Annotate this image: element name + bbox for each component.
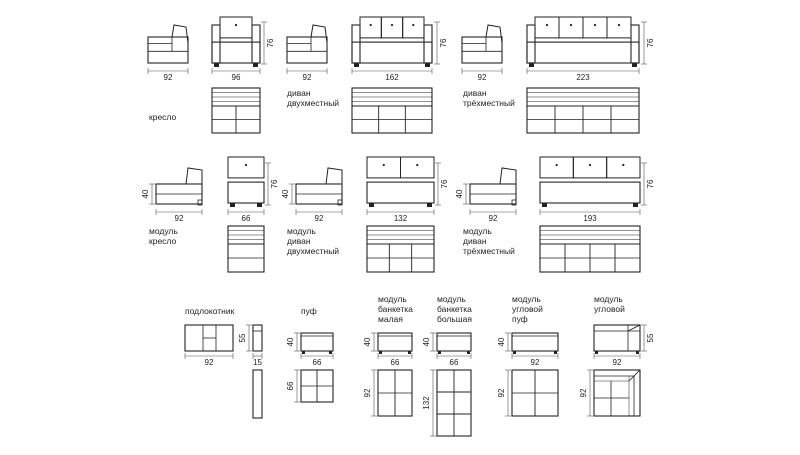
left-arm xyxy=(212,25,220,63)
leg xyxy=(230,203,235,207)
side-view-divan-2 xyxy=(287,25,327,63)
dim-puf-width xyxy=(301,353,333,367)
plan-view-puf xyxy=(301,370,333,402)
side-view-kreslo xyxy=(148,25,188,63)
dimension-value: 92 xyxy=(204,358,214,367)
left-arm xyxy=(527,25,535,63)
side-view-podlokotnik xyxy=(253,325,262,351)
dim-mdivan3-height xyxy=(641,163,655,205)
dim-bm-height xyxy=(363,333,377,351)
dim-u-depth xyxy=(579,370,593,416)
label-modul-divan-3: модуль диван трёхместный xyxy=(463,226,515,256)
dimension-value: 162 xyxy=(385,73,399,82)
plan-view-banketka-malaya xyxy=(378,370,412,416)
label-banketka-malaya: модуль банкетка малая xyxy=(378,294,413,324)
button-tuft xyxy=(622,164,624,166)
front-view-kreslo xyxy=(212,17,260,67)
dimension-value: 92 xyxy=(530,358,540,367)
dimension-value: 55 xyxy=(646,333,655,343)
button-tuft xyxy=(594,24,596,26)
dim-kreslo-depth xyxy=(148,68,188,82)
side-view-modul-kreslo xyxy=(156,168,202,205)
corner-diag xyxy=(628,325,640,331)
leg xyxy=(379,351,382,354)
button-tuft xyxy=(618,24,620,26)
backrest xyxy=(311,25,327,43)
dim-mkreslo-depth xyxy=(156,209,202,223)
dimension-value: 92 xyxy=(612,358,622,367)
outline xyxy=(228,226,264,272)
outline xyxy=(352,88,432,133)
dim-mkreslo-width xyxy=(228,209,264,223)
outline xyxy=(253,325,262,351)
dim-up-height xyxy=(497,333,511,351)
label-puf: пуф xyxy=(301,306,317,316)
leg xyxy=(425,63,430,67)
side-view-modul-divan-3 xyxy=(470,168,516,205)
back-cushion xyxy=(583,17,607,38)
button-tuft xyxy=(570,24,572,26)
dim-mdivan2-depth xyxy=(296,209,342,223)
button-tuft xyxy=(245,164,247,166)
back-cushion xyxy=(573,157,606,178)
dimension-value: 66 xyxy=(312,358,322,367)
dim-bm-width xyxy=(378,353,412,367)
dim-bb-depth xyxy=(422,370,436,436)
plan-view-banketka-bolshaya xyxy=(437,370,471,436)
dimension-value: 92 xyxy=(488,214,498,223)
back-cushion xyxy=(540,157,573,178)
dimension-value: 66 xyxy=(449,358,459,367)
dimension-value: 40 xyxy=(497,337,506,347)
seat-base xyxy=(540,182,640,203)
back-cushion xyxy=(401,157,435,178)
dimension-value: 92 xyxy=(477,73,487,82)
outline xyxy=(367,226,434,272)
button-tuft xyxy=(391,24,393,26)
button-tuft xyxy=(412,24,414,26)
dim-divan3-depth xyxy=(462,68,502,82)
button-tuft xyxy=(416,164,418,166)
dim-mdivan3-seat xyxy=(455,184,469,204)
back-cushion xyxy=(367,157,401,178)
front-view-puf xyxy=(301,333,333,354)
seat-base xyxy=(212,42,260,63)
dim-bb-width xyxy=(437,353,471,367)
dim-mdivan3-width xyxy=(540,209,640,223)
dim-kreslo-height xyxy=(261,22,275,64)
dim-bb-height xyxy=(422,333,436,351)
label-divan-3: диван трёхместный xyxy=(463,88,515,108)
back-cushion xyxy=(607,157,640,178)
back-cushion xyxy=(228,157,264,178)
dimension-value: 66 xyxy=(390,358,400,367)
front-view-uglovoy-puf xyxy=(512,333,558,354)
seat-base xyxy=(527,42,639,63)
front-view-banketka-bolshaya xyxy=(437,333,471,354)
seat-base xyxy=(352,42,432,63)
dimension-value: 66 xyxy=(286,381,295,391)
dim-mdivan2-height xyxy=(435,163,449,205)
dimension-value: 76 xyxy=(440,179,449,189)
dim-divan2-width xyxy=(352,68,432,82)
leg xyxy=(369,203,374,207)
dim-u-width xyxy=(594,353,640,367)
button-tuft xyxy=(370,24,372,26)
body xyxy=(287,37,327,63)
plan-view-uglovoy xyxy=(594,370,640,416)
front-view-podlokotnik xyxy=(185,325,233,351)
front-view-banketka-malaya xyxy=(378,333,412,354)
dimension-value: 92 xyxy=(497,388,506,398)
dim-up-width xyxy=(512,353,558,367)
outline xyxy=(253,370,262,418)
leg xyxy=(253,63,258,67)
backrest xyxy=(326,168,342,184)
dimension-value: 132 xyxy=(393,214,408,223)
corner-diag xyxy=(629,370,640,381)
dimension-value: 92 xyxy=(314,214,324,223)
front-view-divan-2 xyxy=(352,17,432,67)
dimension-value: 92 xyxy=(163,73,173,82)
dim-divan2-height xyxy=(434,22,448,64)
dimension-value: 76 xyxy=(266,38,275,48)
front-view-divan-3 xyxy=(527,17,639,67)
dimension-value: 40 xyxy=(363,337,372,347)
backrest xyxy=(500,168,516,184)
side-view-modul-divan-2 xyxy=(296,168,342,205)
body xyxy=(462,37,502,63)
leg xyxy=(513,351,516,354)
dim-u-height xyxy=(641,325,655,351)
label-divan-2: диван двухместный xyxy=(287,88,340,108)
label-uglovoy-puf: модуль угловой пуф xyxy=(512,294,543,324)
leg xyxy=(633,203,638,207)
front-view-modul-divan-2 xyxy=(367,157,434,207)
dimension-value: 223 xyxy=(576,73,590,82)
dim-kreslo-width xyxy=(212,68,260,82)
dim-puf-height xyxy=(286,333,300,351)
leg xyxy=(632,63,637,67)
dim-mdivan2-width xyxy=(367,209,434,223)
dimension-value: 193 xyxy=(583,214,597,223)
backrest xyxy=(486,25,502,43)
leg xyxy=(354,63,359,67)
backrest xyxy=(186,168,202,184)
plan-view-modul-divan-2 xyxy=(367,226,434,272)
leg xyxy=(438,351,441,354)
left-arm xyxy=(352,25,360,63)
dimension-value: 40 xyxy=(286,337,295,347)
front-view-modul-divan-3 xyxy=(540,157,640,207)
dimension-value: 92 xyxy=(579,388,588,398)
dim-puf-depth xyxy=(286,370,300,402)
leg xyxy=(427,203,432,207)
seat-base xyxy=(367,182,434,203)
plan-view-podlokotnik xyxy=(253,370,262,418)
leg xyxy=(408,351,411,354)
plan-view-kreslo xyxy=(212,88,260,133)
front-view-modul-kreslo xyxy=(228,157,264,207)
dim-bm-depth xyxy=(363,370,377,416)
dimension-value: 76 xyxy=(646,38,655,48)
dimension-value: 92 xyxy=(363,388,372,398)
right-arm xyxy=(424,25,432,63)
label-modul-divan-2: модуль диван двухместный xyxy=(287,226,340,256)
label-uglovoy: модуль угловой xyxy=(594,294,625,314)
dim-mdivan2-seat xyxy=(281,184,295,204)
leg xyxy=(329,351,332,354)
leg xyxy=(554,351,557,354)
leg xyxy=(529,63,534,67)
dimension-value: 92 xyxy=(302,73,312,82)
plan-view-modul-divan-3 xyxy=(540,226,640,272)
dim-divan2-depth xyxy=(287,68,327,82)
dim-podlokotnik-thickness xyxy=(253,353,262,367)
leg xyxy=(214,63,219,67)
plan-view-uglovoy-puf xyxy=(512,370,558,416)
button-tuft xyxy=(235,24,237,26)
dim-podlokotnik-width xyxy=(185,353,233,367)
label-banketka-bolshaya: модуль банкетка большая xyxy=(437,294,472,324)
dimension-value: 40 xyxy=(422,337,431,347)
leg xyxy=(542,203,547,207)
dimension-value: 40 xyxy=(141,189,150,199)
dim-podlokotnik-height xyxy=(238,325,252,351)
dimension-value: 15 xyxy=(253,358,262,367)
button-tuft xyxy=(556,164,558,166)
leg xyxy=(595,351,598,354)
dim-mkreslo-seat xyxy=(141,184,155,204)
dim-divan3-height xyxy=(641,22,655,64)
button-tuft xyxy=(383,164,385,166)
backrest xyxy=(172,25,188,43)
outline xyxy=(594,325,640,351)
right-arm xyxy=(631,25,639,63)
dimension-value: 55 xyxy=(238,333,247,343)
dimension-value: 40 xyxy=(281,189,290,199)
dim-mkreslo-height xyxy=(265,163,279,205)
side-view-divan-3 xyxy=(462,25,502,63)
back-cushion xyxy=(360,17,381,38)
label-modul-kreslo: модуль кресло xyxy=(149,226,178,246)
dimension-value: 76 xyxy=(439,38,448,48)
plan-view-divan-3 xyxy=(527,88,639,133)
right-arm xyxy=(252,25,260,63)
dimension-value: 76 xyxy=(646,179,655,189)
label-podlokotnik: подлокотник xyxy=(185,306,235,316)
back-cushion xyxy=(607,17,631,38)
back-cushion xyxy=(403,17,424,38)
label-kreslo: кресло xyxy=(149,112,177,122)
back-cushion xyxy=(535,17,559,38)
plan-view-divan-2 xyxy=(352,88,432,133)
dim-divan3-width xyxy=(527,68,639,82)
dimension-value: 40 xyxy=(455,189,464,199)
dimension-value: 76 xyxy=(270,179,279,189)
back-cushion xyxy=(381,17,402,38)
dimension-value: 132 xyxy=(422,396,431,410)
plan-view-modul-kreslo xyxy=(228,226,264,272)
button-tuft xyxy=(546,24,548,26)
dim-up-depth xyxy=(497,370,511,416)
dimension-value: 96 xyxy=(231,73,241,82)
back-cushion xyxy=(559,17,583,38)
seat-base xyxy=(228,182,264,203)
body xyxy=(148,37,188,63)
front-view-uglovoy xyxy=(594,325,640,354)
button-tuft xyxy=(589,164,591,166)
leg xyxy=(467,351,470,354)
back-cushion xyxy=(220,17,252,38)
leg xyxy=(636,351,639,354)
leg xyxy=(257,203,262,207)
dimension-value: 92 xyxy=(174,214,184,223)
leg xyxy=(302,351,305,354)
dimension-value: 66 xyxy=(241,214,251,223)
dim-mdivan3-depth xyxy=(470,209,516,223)
